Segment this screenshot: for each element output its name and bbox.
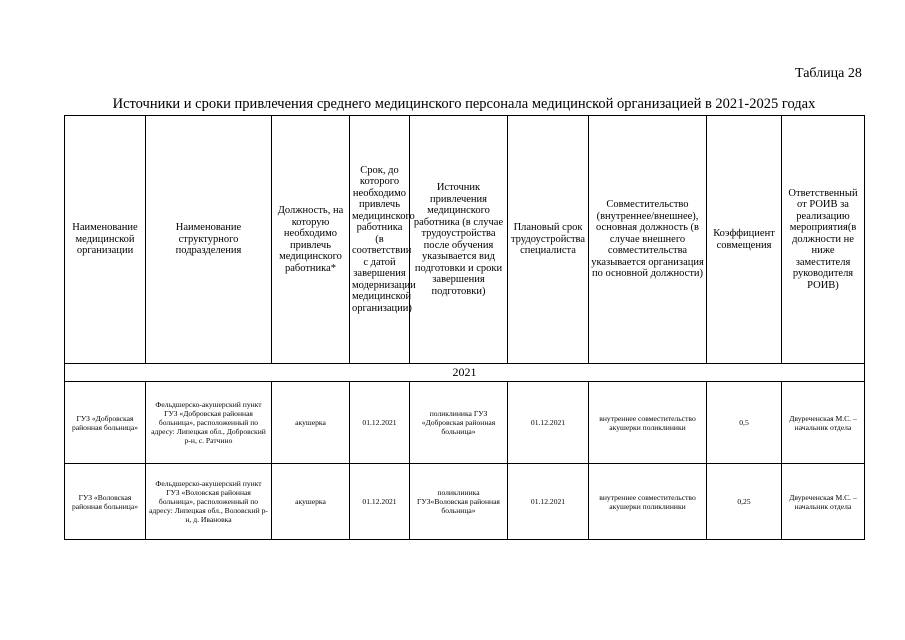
header-deadline: Срок, до которого необходимо привлечь медицинского работника (в соответствии с датой завершения модернизации медицинской организации) (350, 116, 410, 364)
header-combination: Совместительство (внутреннее/внешнее), основная должность (в случае внешнего совместительства указывается организация по основной должности) (589, 116, 707, 364)
header-unit: Наименование структурного подразделения (146, 116, 272, 364)
header-source: Источник привлечения медицинского работника (в случае трудоустройства после обучения указывается вид подготовки и сроки завершения подготовки) (410, 116, 508, 364)
cell-responsible: Двуреченская М.С. – начальник отдела (782, 464, 865, 540)
header-responsible: Ответственный от РОИВ за реализацию мероприятия(в должности не ниже заместителя руководителя РОИВ) (782, 116, 865, 364)
cell-coef: 0,5 (707, 382, 782, 464)
header-position: Должность, на которую необходимо привлечь медицинского работника* (272, 116, 350, 364)
cell-position: акушерка (272, 382, 350, 464)
cell-planned: 01.12.2021 (508, 464, 589, 540)
cell-unit: Фельдшерско-акушерский пункт ГУЗ «Воловская районная больница», расположенный по адресу: Липецкая обл., Воловский р-н, д. Ивановка (146, 464, 272, 540)
header-coef: Коэффициент совмещения (707, 116, 782, 364)
table-header-row (65, 116, 865, 364)
year-row (65, 364, 865, 382)
cell-unit: Фельдшерско-акушерский пункт ГУЗ «Добровская районная больница», расположенный по адресу: Липецкая обл., Добровский р-н, с. Ратчино (146, 382, 272, 464)
cell-source: поликлиника ГУЗ«Воловская районная больница» (410, 464, 508, 540)
cell-coef: 0,25 (707, 464, 782, 540)
cell-responsible: Двуреченская М.С. – начальник отдела (782, 382, 865, 464)
table-number: Таблица 28 (795, 66, 862, 81)
document-title: Источники и сроки привлечения среднего медицинского персонала медицинской организацией в 2021-2025 годах (112, 96, 816, 112)
cell-org: ГУЗ «Воловская районная больница» (65, 464, 146, 540)
header-org: Наименование медицинской организации (65, 116, 146, 364)
year-label: 2021 (65, 364, 865, 382)
cell-deadline: 01.12.2021 (350, 464, 410, 540)
cell-deadline: 01.12.2021 (350, 382, 410, 464)
staffing-table (64, 115, 865, 540)
cell-position: акушерка (272, 464, 350, 540)
cell-combination: внутреннее совместительство акушерки поликлиники (589, 464, 707, 540)
cell-org: ГУЗ «Добровская районная больница» (65, 382, 146, 464)
table-row (65, 464, 865, 540)
cell-combination: внутреннее совместительство акушерки поликлиники (589, 382, 707, 464)
header-planned: Плановый срок трудоустройства специалиста (508, 116, 589, 364)
cell-source: поликлиника ГУЗ «Добровская районная больница» (410, 382, 508, 464)
table-row (65, 382, 865, 464)
cell-planned: 01.12.2021 (508, 382, 589, 464)
